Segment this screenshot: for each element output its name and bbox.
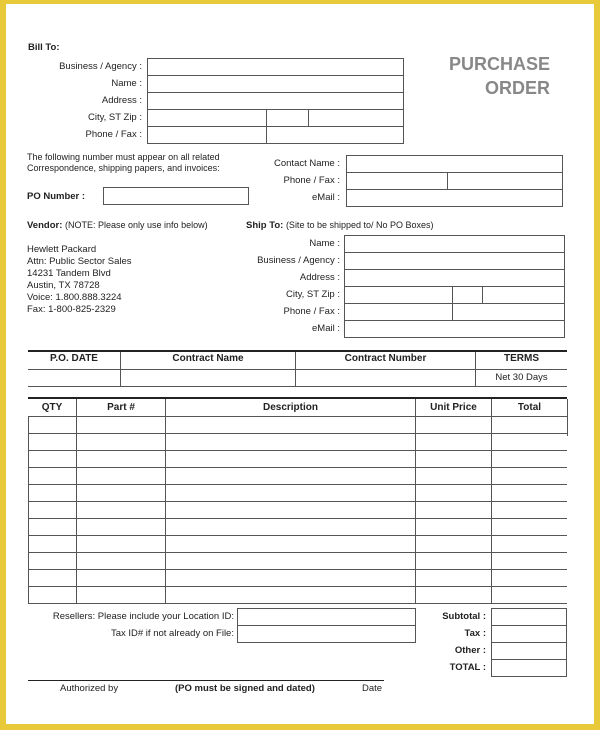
bill-name-label: Name : [111, 78, 142, 89]
signed-note: (PO must be signed and dated) [175, 683, 315, 694]
note-line-1: The following number must appear on all related [27, 152, 220, 162]
vendor-line-3: 14231 Tandem Blvd [27, 268, 111, 279]
contact-email-field[interactable] [346, 189, 563, 207]
ship-email-field[interactable] [344, 320, 565, 338]
vendor-line-6: Fax: 1-800-825-2329 [27, 304, 116, 315]
bill-zip-field[interactable] [308, 109, 404, 127]
tax-field[interactable] [491, 625, 567, 643]
ship-name-label: Name : [309, 238, 340, 249]
col-contract-name: Contract Name [172, 353, 244, 364]
resellers-label: Resellers: Please include your Location ID: [52, 611, 234, 622]
col-unit-price: Unit Price [430, 402, 477, 413]
bill-phone-field[interactable] [147, 126, 267, 144]
bill-city-label: City, ST Zip : [87, 112, 142, 123]
col-part-number: Part # [107, 402, 135, 413]
bill-city-field[interactable] [147, 109, 267, 127]
ship-address-field[interactable] [344, 269, 565, 287]
other-label: Other : [454, 645, 486, 656]
col-contract-number: Contract Number [344, 353, 427, 364]
note-line-2: Correspondence, shipping papers, and invoices: [27, 163, 220, 173]
ship-business-field[interactable] [344, 252, 565, 270]
vendor-heading-row [27, 220, 208, 231]
contact-phone-label: Phone / Fax : [283, 175, 340, 186]
contact-phone-field[interactable] [346, 172, 448, 190]
date-label: Date [362, 683, 383, 694]
ship-city-field[interactable] [344, 286, 453, 304]
vendor-line-2: Attn: Public Sector Sales [27, 256, 132, 267]
col-po-date: P.O. DATE [50, 353, 98, 364]
ship-name-field[interactable] [344, 235, 565, 253]
tax-label: Tax : [464, 628, 486, 639]
title-line-2: ORDER [484, 78, 550, 98]
tax-id-field[interactable] [237, 625, 416, 643]
ship-state-field[interactable] [452, 286, 483, 304]
ship-to-heading: Ship To: [246, 220, 284, 231]
authorized-by-label: Authorized by [60, 683, 119, 694]
bill-address-label: Address : [101, 95, 142, 106]
bill-fax-field[interactable] [266, 126, 404, 144]
ship-phone-field[interactable] [344, 303, 453, 321]
bill-phone-label: Phone / Fax : [85, 129, 142, 140]
bill-business-field[interactable] [147, 58, 404, 76]
ship-to-note: (Site to be shipped to/ No PO Boxes) [285, 220, 434, 230]
ship-email-label: eMail : [312, 323, 340, 334]
contact-name-field[interactable] [346, 155, 563, 173]
po-number-label: PO Number : [27, 191, 86, 202]
bill-name-field[interactable] [147, 75, 404, 93]
po-number-field[interactable] [103, 187, 249, 205]
bill-state-field[interactable] [266, 109, 309, 127]
subtotal-field[interactable] [491, 608, 567, 626]
col-qty: QTY [41, 402, 63, 413]
subtotal-label: Subtotal : [442, 611, 486, 622]
bill-business-label: Business / Agency : [59, 61, 142, 72]
ship-fax-field[interactable] [452, 303, 565, 321]
taxid-label: Tax ID# if not already on File: [110, 628, 234, 639]
contact-fax-field[interactable] [447, 172, 563, 190]
ship-business-label: Business / Agency : [257, 255, 340, 266]
vendor-line-4: Austin, TX 78728 [27, 280, 100, 291]
vendor-note: (NOTE: Please only use info below) [65, 220, 208, 230]
other-field[interactable] [491, 642, 567, 660]
terms-value: Net 30 Days [495, 372, 548, 383]
vendor-line-5: Voice: 1.800.888.3224 [27, 292, 122, 303]
bill-address-field[interactable] [147, 92, 404, 110]
col-total: Total [517, 402, 542, 413]
ship-city-label: City, ST Zip : [285, 289, 340, 300]
ship-phone-label: Phone / Fax : [283, 306, 340, 317]
bill-to-heading: Bill To: [28, 42, 60, 53]
location-id-field[interactable] [237, 608, 416, 626]
contact-email-label: eMail : [312, 192, 340, 203]
contact-name-label: Contact Name : [274, 158, 340, 169]
vendor-line-1: Hewlett Packard [27, 244, 97, 255]
purchase-order-page [6, 4, 594, 724]
col-terms: TERMS [504, 353, 539, 364]
total-field[interactable] [491, 659, 567, 677]
total-label: TOTAL : [449, 662, 486, 673]
col-description: Description [262, 402, 318, 413]
vendor-heading: Vendor: [27, 220, 63, 231]
ship-address-label: Address : [299, 272, 340, 283]
ship-to-heading-row [246, 220, 434, 231]
signature-line[interactable] [28, 680, 384, 681]
ship-zip-field[interactable] [482, 286, 565, 304]
title-line-1: PURCHASE [448, 54, 550, 74]
